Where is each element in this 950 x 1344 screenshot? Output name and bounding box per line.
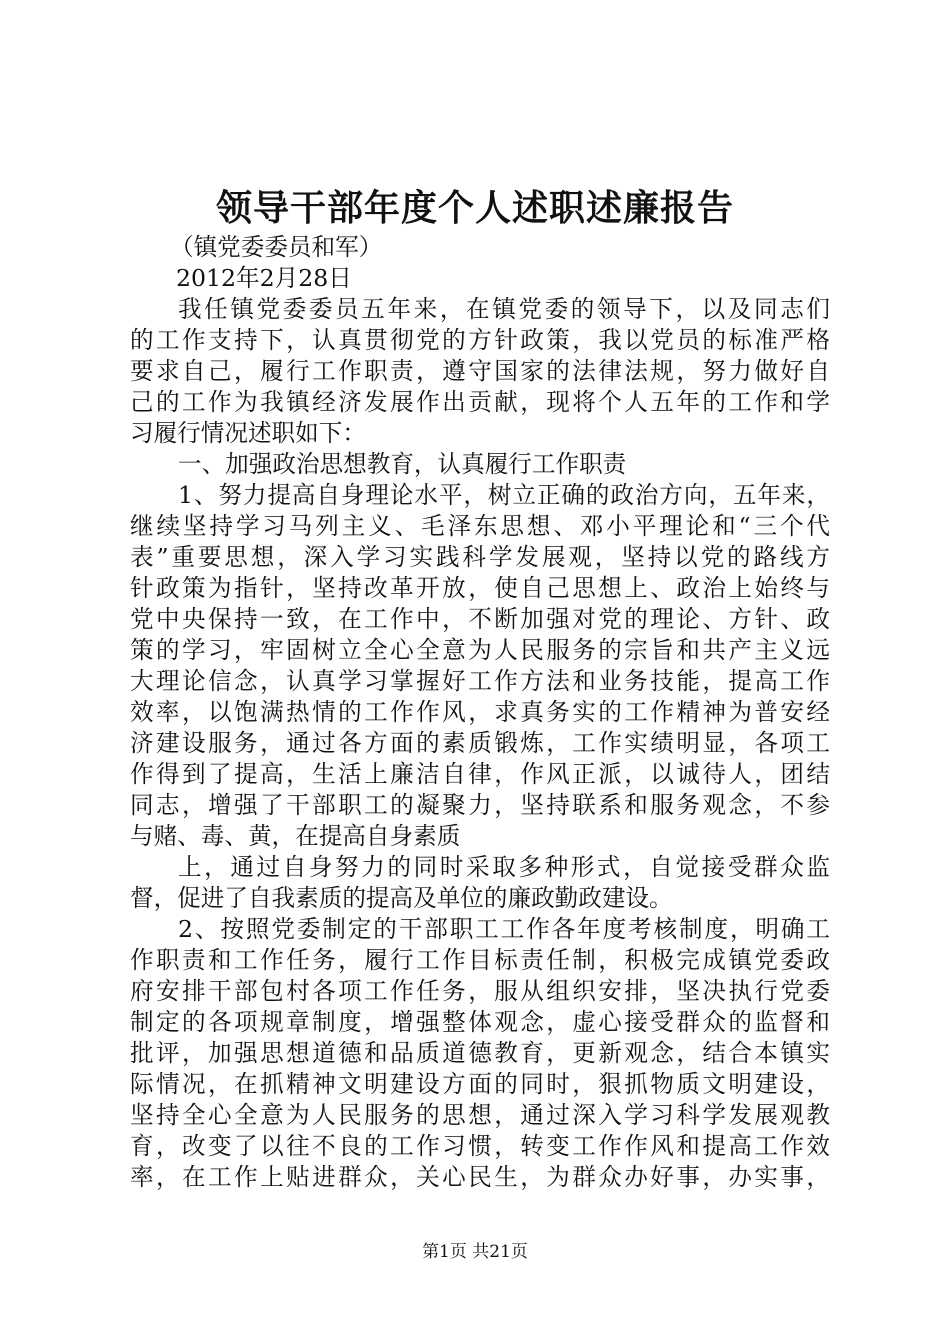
document-body <box>130 232 830 1193</box>
body-line: 督，促进了自我素质的提高及单位的廉政勤政建设。 <box>130 884 673 912</box>
body-line: 与赌、毒、黄，在提高自身素质 <box>130 822 461 850</box>
body-line: 1、努力提高自身理论水平，树立正确的政治方向，五年来， <box>178 481 830 509</box>
body-line: 大理论信念，认真学习掌握好工作方法和业务技能，提高工作 <box>130 667 830 695</box>
body-line: 己的工作为我镇经济发展作出贡献，现将个人五年的工作和学 <box>130 388 830 416</box>
document-date: 2012年2月28日 <box>176 264 352 292</box>
body-line: 2、按照党委制定的干部职工工作各年度考核制度，明确工 <box>178 915 830 943</box>
body-line: 批评，加强思想道德和品质道德教育，更新观念，结合本镇实 <box>130 1039 830 1067</box>
body-line: 一、加强政治思想教育，认真履行工作职责 <box>178 450 627 478</box>
body-line: 的工作支持下，认真贯彻党的方针政策，我以党员的标准严格 <box>130 326 830 354</box>
body-line: 府安排干部包村各项工作任务，服从组织安排，坚决执行党委 <box>130 977 830 1005</box>
page-footer: 第1页 共21页 <box>422 1242 528 1262</box>
body-line: 效率，以饱满热情的工作作风，求真务实的工作精神为普安经 <box>130 698 830 726</box>
body-line: 作职责和工作任务，履行工作目标责任制，积极完成镇党委政 <box>130 946 830 974</box>
body-line: 育，改变了以往不良的工作习惯，转变工作作风和提高工作效 <box>130 1132 830 1160</box>
body-paragraphs <box>130 294 830 1193</box>
body-line: 际情况，在抓精神文明建设方面的同时，狠抓物质文明建设， <box>130 1070 830 1098</box>
body-line: 率，在工作上贴进群众，关心民生，为群众办好事，办实事， <box>130 1163 830 1191</box>
body-line: 继续坚持学习马列主义、毛泽东思想、邓小平理论和“三个代 <box>130 512 830 540</box>
body-line: 同志，增强了干部职工的凝聚力，坚持联系和服务观念，不参 <box>130 791 830 819</box>
body-line: 针政策为指针，坚持改革开放，使自己思想上、政治上始终与 <box>130 574 830 602</box>
body-line: 要求自己，履行工作职责，遵守国家的法律法规，努力做好自 <box>130 357 830 385</box>
body-line: 作得到了提高，生活上廉洁自律，作风正派，以诚待人，团结 <box>130 760 830 788</box>
body-line: 制定的各项规章制度，增强整体观念，虚心接受群众的监督和 <box>130 1008 830 1036</box>
body-line: 我任镇党委委员五年来，在镇党委的领导下，以及同志们 <box>178 295 830 323</box>
body-line: 上，通过自身努力的同时采取多种形式，自觉接受群众监 <box>178 853 830 881</box>
body-line: 党中央保持一致，在工作中，不断加强对党的理论、方针、政 <box>130 605 830 633</box>
body-line: 坚持全心全意为人民服务的思想，通过深入学习科学发展观教 <box>130 1101 830 1129</box>
body-line: 策的学习，牢固树立全心全意为人民服务的宗旨和共产主义远 <box>130 636 830 664</box>
body-line: 习履行情况述职如下： <box>130 419 366 447</box>
body-line: 济建设服务，通过各方面的素质锻炼，工作实绩明显，各项工 <box>130 729 830 757</box>
body-line: 表”重要思想，深入学习实践科学发展观，坚持以党的路线方 <box>130 543 830 571</box>
author-line: （镇党委委员和军） <box>170 233 383 261</box>
document-title: 领导干部年度个人述职述廉报告 <box>215 187 734 229</box>
